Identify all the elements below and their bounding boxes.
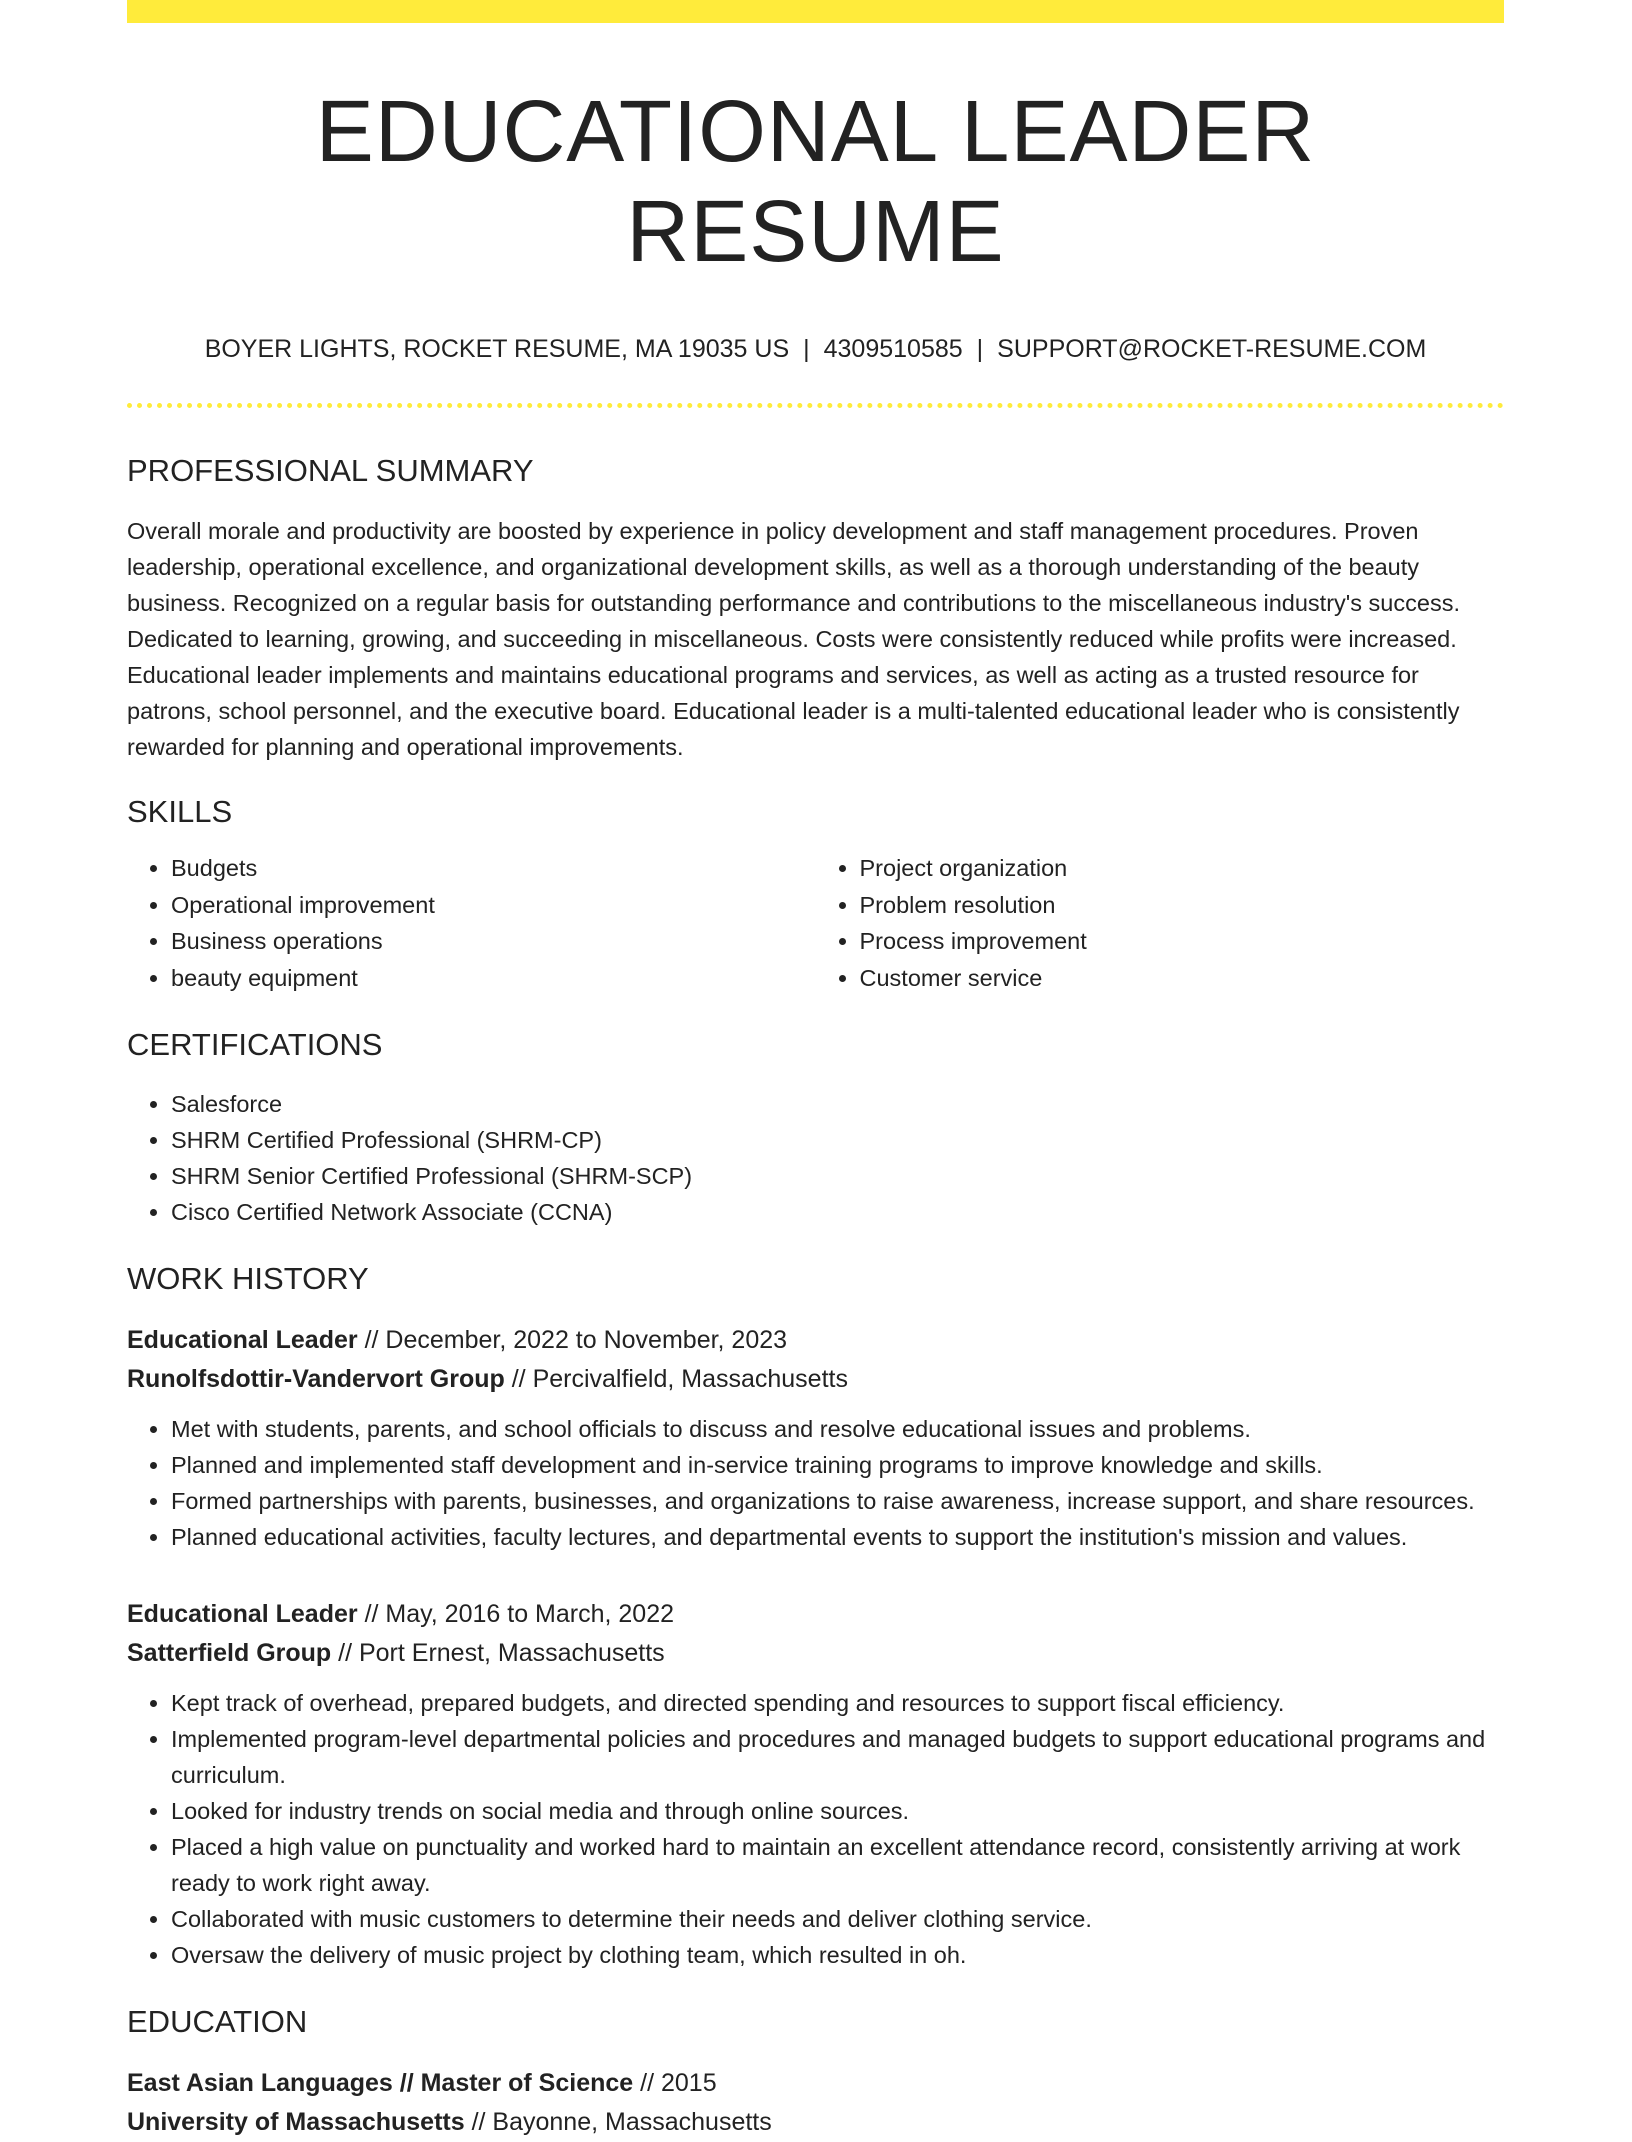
job-bullet: • Planned and implemented staff development and in-service training programs to improve knowledge and skills. bbox=[171, 1447, 1504, 1483]
job-bullet: • Implemented program-level departmental policies and procedures and managed budgets to support educational programs and curriculum. bbox=[171, 1721, 1504, 1793]
job-dates: // May, 2016 to March, 2022 bbox=[364, 1599, 675, 1628]
education-school-line bbox=[127, 2103, 1504, 2142]
summary-text: Overall morale and productivity are boosted by experience in policy development and staff management procedures. Proven leadership, operational excellence, and organizational development skills, as well as a thorough understanding of the beauty business. Recognized on a regular basis for outstanding performance and contributions to the miscellaneous industry's success. Dedicated to learning, growing, and succeeding in miscellaneous. Costs were consistently reduced while profits were increased. Educational leader implements and maintains educational programs and services, as well as acting as a trusted resource for patrons, school personnel, and the executive board. Educational leader is a multi-talented educational leader who is consistently rewarded for planning and operational improvements. bbox=[127, 518, 1460, 761]
skills-section bbox=[127, 793, 1504, 996]
job-location: // Port Ernest, Massachusetts bbox=[338, 1638, 665, 1667]
job-title: Educational Leader bbox=[127, 1599, 358, 1628]
work-history-section bbox=[127, 1260, 1504, 1973]
certifications-section bbox=[127, 1026, 1504, 1229]
job-bullet: • Formed partnerships with parents, businesses, and organizations to raise awareness, increase support, and share resources. bbox=[171, 1483, 1504, 1519]
work-history-heading: WORK HISTORY bbox=[127, 1260, 369, 1296]
certification-item: • Cisco Certified Network Associate (CCNA) bbox=[171, 1194, 1504, 1230]
job-dates: // December, 2022 to November, 2023 bbox=[364, 1325, 788, 1354]
job-bullet: • Looked for industry trends on social media and through online sources. bbox=[171, 1793, 1504, 1829]
education-heading: EDUCATION bbox=[127, 2003, 308, 2039]
job-bullet: • Oversaw the delivery of music project by clothing team, which resulted in oh. bbox=[171, 1937, 1504, 1973]
job-title-line bbox=[127, 1321, 1504, 1360]
summary-section bbox=[127, 452, 1504, 765]
contact-address: BOYER LIGHTS, ROCKET RESUME, MA 19035 US bbox=[204, 335, 790, 364]
education-entry bbox=[127, 2064, 1504, 2142]
job-title: Educational Leader bbox=[127, 1325, 358, 1354]
job-bullet-list bbox=[127, 1685, 1504, 1973]
skill-item: • Budgets bbox=[171, 850, 816, 887]
education-school: University of Massachusetts bbox=[127, 2108, 465, 2137]
job-bullet: • Planned educational activities, faculty lectures, and departmental events to support the institution's mission and values. bbox=[171, 1519, 1504, 1555]
summary-heading: PROFESSIONAL SUMMARY bbox=[127, 453, 534, 489]
education-degree-line bbox=[127, 2064, 1504, 2103]
contact-separator: | bbox=[976, 335, 984, 364]
job-entry bbox=[127, 1321, 1504, 1555]
skills-left-list bbox=[127, 850, 816, 996]
education-location: // Bayonne, Massachusetts bbox=[471, 2108, 772, 2137]
job-company: Satterfield Group bbox=[127, 1638, 332, 1667]
dotted-divider bbox=[127, 403, 1504, 408]
skill-item: • Project organization bbox=[860, 850, 1505, 887]
job-location: // Percivalfield, Massachusetts bbox=[511, 1364, 848, 1393]
certifications-heading: CERTIFICATIONS bbox=[127, 1027, 383, 1063]
contact-line bbox=[127, 334, 1504, 364]
skill-item: • Process improvement bbox=[860, 923, 1505, 960]
job-company-line bbox=[127, 1360, 1504, 1399]
skill-item: • Customer service bbox=[860, 960, 1505, 997]
job-company: Runolfsdottir-Vandervort Group bbox=[127, 1364, 505, 1393]
skills-heading: SKILLS bbox=[127, 794, 233, 830]
education-section bbox=[127, 2003, 1504, 2142]
skill-item: • Operational improvement bbox=[171, 887, 816, 924]
education-year: // 2015 bbox=[640, 2069, 717, 2098]
contact-phone: 4309510585 bbox=[823, 335, 963, 364]
job-bullet: • Placed a high value on punctuality and worked hard to maintain an excellent attendance record, consistently arriving at work ready to work right away. bbox=[171, 1829, 1504, 1901]
skills-columns bbox=[127, 850, 1504, 996]
education-degree: East Asian Languages // Master of Science bbox=[127, 2069, 634, 2098]
certification-item: • SHRM Certified Professional (SHRM-CP) bbox=[171, 1122, 1504, 1158]
resume-page bbox=[127, 0, 1504, 2142]
certification-item: • Salesforce bbox=[171, 1086, 1504, 1122]
job-title-line bbox=[127, 1595, 1504, 1634]
skills-right-list bbox=[816, 850, 1505, 996]
job-company-line bbox=[127, 1634, 1504, 1673]
job-bullet: • Kept track of overhead, prepared budgets, and directed spending and resources to support fiscal efficiency. bbox=[171, 1685, 1504, 1721]
certifications-list bbox=[127, 1086, 1504, 1230]
job-bullet-list bbox=[127, 1411, 1504, 1555]
contact-email: SUPPORT@ROCKET-RESUME.COM bbox=[997, 335, 1427, 364]
job-bullet: • Collaborated with music customers to determine their needs and deliver clothing service. bbox=[171, 1901, 1504, 1937]
contact-separator: | bbox=[803, 335, 810, 364]
job-entry bbox=[127, 1595, 1504, 1973]
skill-item: • beauty equipment bbox=[171, 960, 816, 997]
job-bullet: • Met with students, parents, and school officials to discuss and resolve educational issues and problems. bbox=[171, 1411, 1504, 1447]
skill-item: • Business operations bbox=[171, 923, 816, 960]
resume-title: EDUCATIONAL LEADER RESUME bbox=[315, 83, 1316, 281]
skill-item: • Problem resolution bbox=[860, 887, 1505, 924]
top-accent-bar bbox=[127, 0, 1504, 23]
certification-item: • SHRM Senior Certified Professional (SHRM-SCP) bbox=[171, 1158, 1504, 1194]
